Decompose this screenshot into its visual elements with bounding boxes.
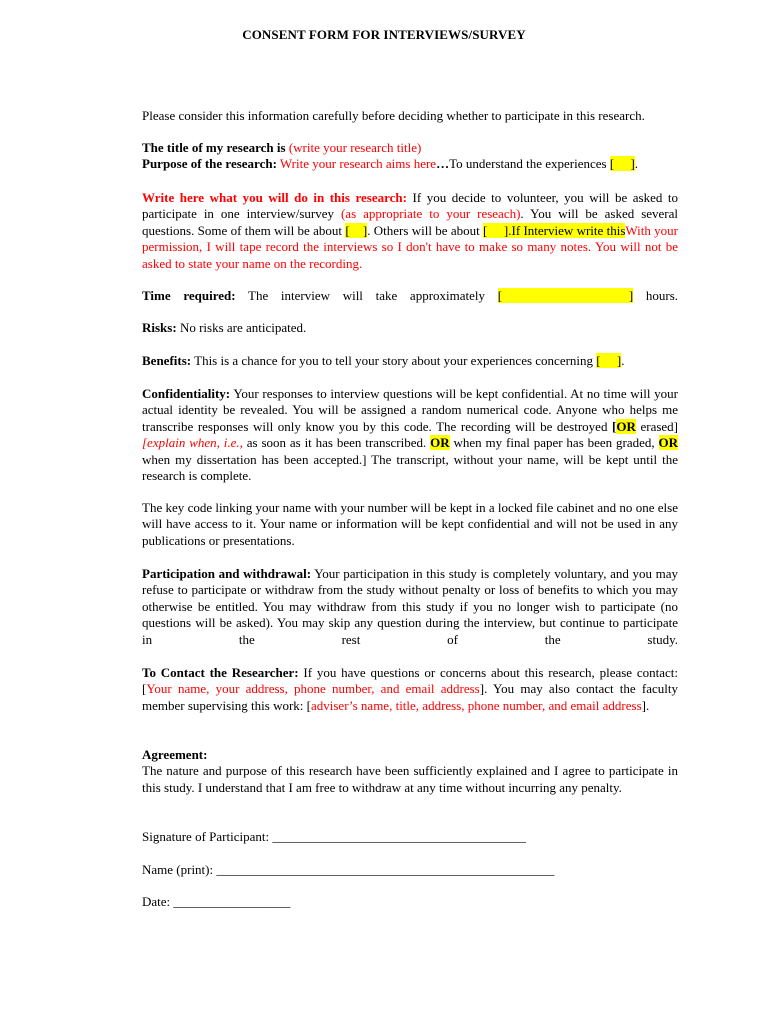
procedure-text-3: . Others will be about [367, 222, 484, 238]
contact-text-1: If you have questions or concerns about this research, please contact: [ [142, 665, 678, 697]
title-purpose-block [142, 140, 678, 173]
signature-line[interactable] [142, 829, 678, 845]
intro-text: Please consider this information carefully before deciding whether to participate in this research. [142, 108, 645, 123]
contact-text-3: ]. [641, 697, 650, 713]
contact-label: To Contact the Researcher: [142, 665, 299, 680]
or-marker-1: OR [616, 418, 636, 434]
procedure-red-1: (as appropriate to your reseach) [340, 206, 521, 222]
procedure-text-2: . You will be asked several questions. Some of them will be about [142, 206, 678, 238]
date-line[interactable] [142, 894, 678, 910]
contact-text-2: ]. You may also contact the faculty member supervising this work: [ [142, 681, 678, 713]
document-title: CONSENT FORM FOR INTERVIEWS/SURVEY [242, 27, 526, 42]
benefits-text: This is a chance for you to tell your story about your experiences concerning [191, 353, 597, 368]
agreement-text: The nature and purpose of this research have been sufficiently explained and I agree to participate in this study. I understand that I am free to withdraw at any time without incurring any penalty. [142, 763, 678, 795]
contact-adviser-info: adviser’s name, title, address, phone number, and email address [310, 697, 642, 713]
risks-paragraph [142, 320, 678, 336]
confidentiality-explain: [explain when, i.e., [142, 435, 243, 451]
confidentiality-text-5: when my dissertation has been accepted.] The transcript, without your name, will be kept until the research is complete. [142, 451, 678, 484]
risks-label: Risks: [142, 320, 177, 335]
benefits-label: Benefits: [142, 353, 192, 368]
purpose-placeholder: Write your research aims here [276, 156, 437, 172]
participation-label: Participation and withdrawal: [142, 566, 312, 581]
purpose-label: Purpose of the research: [142, 156, 277, 172]
research-title-label: The title of my research is [142, 140, 286, 155]
purpose-ellipsis: … [436, 156, 450, 172]
risks-text: No risks are anticipated. [176, 320, 307, 335]
procedure-label: Write here what you will do in this research: [142, 190, 407, 205]
time-paragraph [142, 288, 678, 304]
name-print-field[interactable]: Name (print): ____________________________________________________ [142, 862, 555, 877]
time-label: Time required: [142, 288, 236, 303]
procedure-blank-2: [ ] [483, 222, 509, 238]
time-text-2: hours. [633, 288, 679, 303]
signature-field[interactable]: Signature of Participant: _______________________________________ [142, 829, 526, 844]
benefits-end: . [621, 353, 625, 368]
or-marker-3: OR [658, 435, 679, 451]
confidentiality-text-3: as soon as it has been transcribed. [242, 435, 431, 451]
purpose-line [142, 156, 678, 172]
intro-paragraph [142, 108, 678, 124]
research-title-placeholder: (write your research title) [285, 140, 422, 155]
confidentiality-label: Confidentiality: [142, 386, 231, 401]
participation-paragraph [142, 566, 678, 648]
benefits-paragraph [142, 353, 678, 369]
procedure-red-2: With your permission, I will tape record the interviews so I don't have to make so many notes. You will not be asked to state your name on the recording. [142, 222, 678, 271]
purpose-text: To understand the experiences [449, 156, 610, 172]
confidentiality-text-2: erased] [635, 418, 678, 434]
research-title-line [142, 140, 678, 156]
participation-text: Your participation in this study is completely voluntary, and you may refuse to participate or withdraw from the study without penalty or loss of benefits to which you may otherwise be entitled. You may withdraw from this study if you no longer wish to participate (no questions will be asked). You may skip any question during the interview, but continue to participate in the rest of the study. [142, 566, 678, 647]
contact-paragraph [142, 665, 678, 714]
key-code-text: The key code linking your name with your number will be kept in a locked file cabinet and no one else will have access to it. Your name or information will be kept confidential and will not be used in any publications or presentations. [142, 500, 678, 548]
confidentiality-text-4: when my final paper has been graded, [449, 435, 659, 451]
agreement-paragraph [142, 747, 678, 796]
contact-researcher-info: Your name, your address, phone number, and email address [146, 681, 480, 697]
time-blank: [ ] [497, 288, 634, 303]
key-code-paragraph [142, 500, 678, 549]
or-bracket: [ [612, 418, 617, 434]
confidentiality-text-1: Your responses to interview questions will be kept confidential. At no time will your actual identity be revealed. You will be assigned a random numerical code. Anyone who helps me transcribe responses will only know you by this code. The recording will be destroyed [142, 386, 678, 434]
procedure-highlight-text: .If Interview write this [508, 222, 626, 238]
benefits-blank: [ ] [596, 353, 622, 368]
agreement-label: Agreement: [142, 747, 208, 762]
purpose-blank: [ ] [609, 156, 635, 172]
name-print-line[interactable] [142, 862, 678, 878]
purpose-end: . [634, 156, 639, 172]
procedure-paragraph [142, 190, 678, 272]
confidentiality-paragraph [142, 386, 678, 484]
or-marker-2: OR [430, 435, 450, 451]
procedure-blank-1: [ ] [345, 222, 368, 238]
time-text-1: The interview will take approximately [235, 288, 498, 303]
procedure-text-1: If you decide to volunteer, you will be asked to participate in one interview/survey [142, 190, 678, 222]
date-field[interactable]: Date: __________________ [142, 894, 291, 909]
